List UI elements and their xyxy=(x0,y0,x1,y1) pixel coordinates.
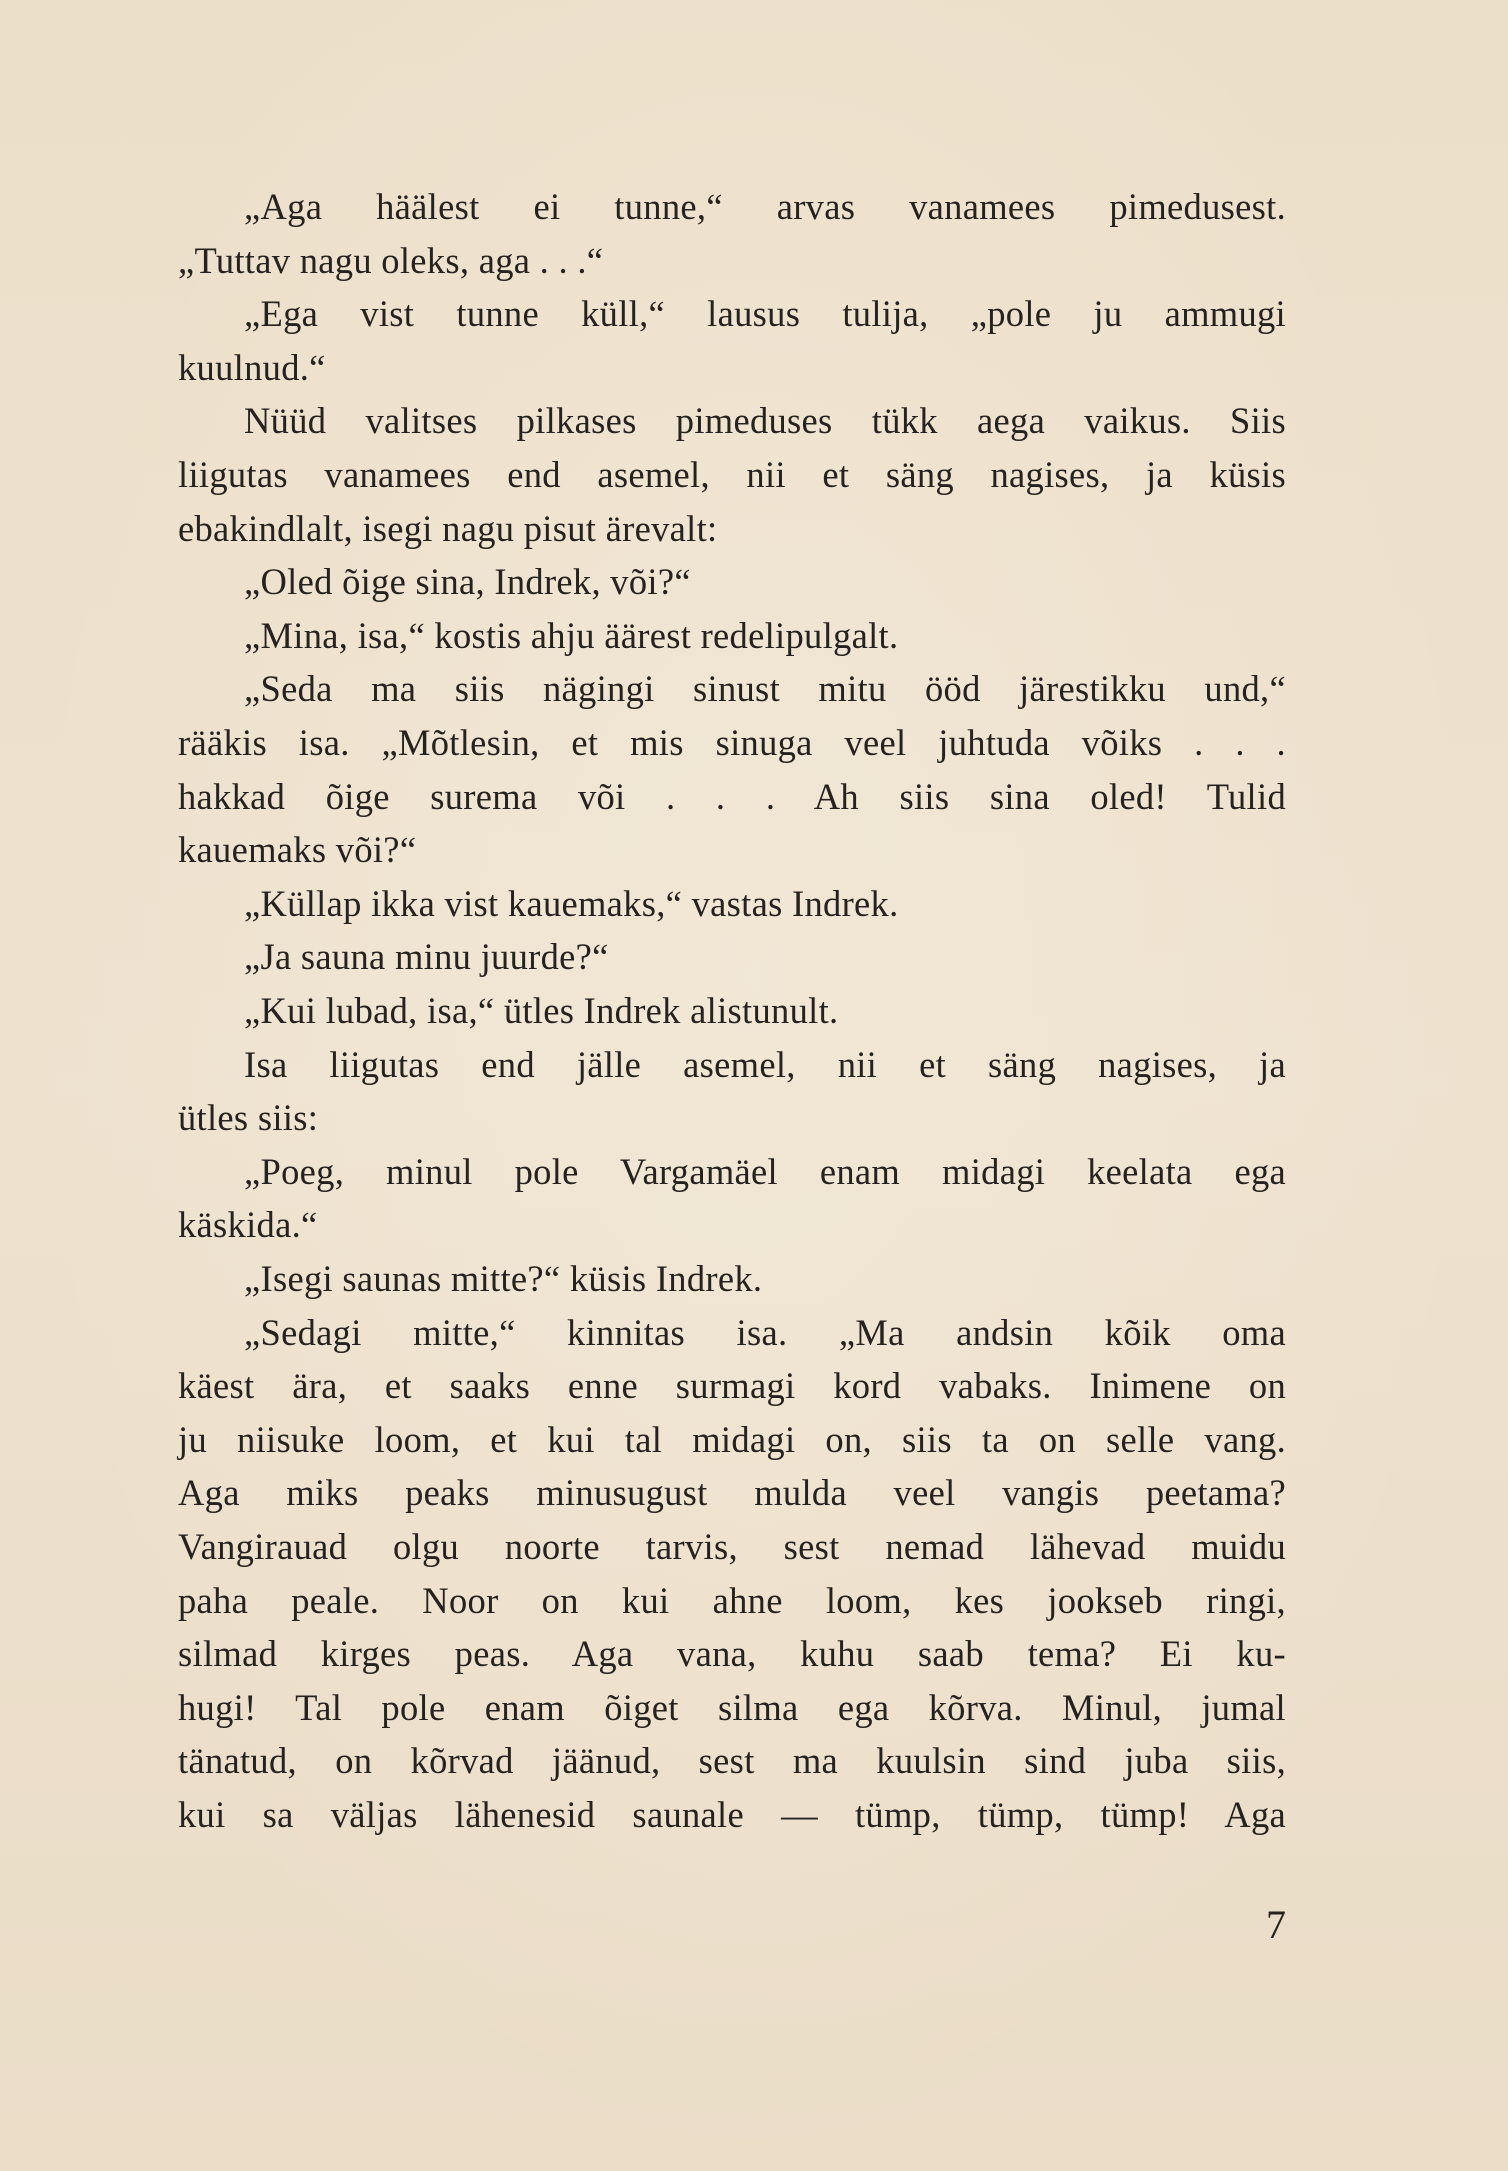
text-line: „Mina, isa,“ kostis ahju äärest redelipulgalt. xyxy=(244,614,899,656)
text-line: „Tuttav nagu oleks, aga . . .“ xyxy=(178,239,604,281)
text-line: ebakindlalt, isegi nagu pisut ärevalt: xyxy=(178,507,718,549)
text-line: Isa liigutas end jälle asemel, nii et säng nagises, ja xyxy=(244,1043,1286,1085)
text-line: ju niisuke loom, et kui tal midagi on, siis ta on selle vang. xyxy=(178,1418,1286,1460)
text-line: hugi! Tal pole enam õiget silma ega kõrva. Minul, jumal xyxy=(178,1686,1286,1728)
text-line: ütles siis: xyxy=(178,1097,319,1139)
text-line: „Ja sauna minu juurde?“ xyxy=(244,936,609,978)
text-line: Nüüd valitses pilkases pimeduses tükk aega vaikus. Siis xyxy=(244,400,1286,442)
text-line: „Küllap ikka vist kauemaks,“ vastas Indrek. xyxy=(244,882,899,924)
text-line: paha peale. Noor on kui ahne loom, kes jookseb ringi, xyxy=(178,1579,1286,1621)
text-line: Aga miks peaks minusugust mulda veel vangis peetama? xyxy=(178,1472,1286,1514)
text-line: rääkis isa. „Mõtlesin, et mis sinuga veel juhtuda võiks . . . xyxy=(178,722,1286,763)
text-line: kauemaks või?“ xyxy=(178,829,417,871)
text-line: „Oled õige sina, Indrek, või?“ xyxy=(244,561,691,603)
text-line: kui sa väljas lähenesid saunale — tümp, tümp, tümp! Aga xyxy=(178,1794,1286,1835)
text-line: „Ega vist tunne küll,“ lausus tulija, „pole ju ammugi xyxy=(244,293,1286,335)
text-line: „Sedagi mitte,“ kinnitas isa. „Ma andsin kõik oma xyxy=(244,1311,1286,1353)
text-line: „Kui lubad, isa,“ ütles Indrek alistunult. xyxy=(244,990,839,1031)
text-line: liigutas vanamees end asemel, nii et säng nagises, ja küsis xyxy=(178,454,1286,495)
text-line: „Aga häälest ei tunne,“ arvas vanamees pimedusest. xyxy=(244,186,1286,227)
text-line: hakkad õige surema või . . . Ah siis sina oled! Tulid xyxy=(178,775,1286,817)
text-line: „Isegi saunas mitte?“ küsis Indrek. xyxy=(244,1258,763,1299)
text-line: silmad kirges peas. Aga vana, kuhu saab tema? Ei ku- xyxy=(178,1633,1286,1675)
text-line: kuulnud.“ xyxy=(178,346,326,388)
text-line: „Poeg, minul pole Vargamäel enam midagi keelata ega xyxy=(244,1150,1286,1192)
text-line: tänatud, on kõrvad jäänud, sest ma kuulsin sind juba siis, xyxy=(178,1740,1286,1782)
text-line: Vangirauad olgu noorte tarvis, sest nemad lähevad muidu xyxy=(178,1526,1286,1567)
page-number: 7 xyxy=(1266,1902,1286,1947)
text-line: „Seda ma siis nägingi sinust mitu ööd järestikku und,“ xyxy=(244,668,1286,710)
text-line: käest ära, et saaks enne surmagi kord vabaks. Inimene on xyxy=(178,1365,1286,1407)
text-line: käskida.“ xyxy=(178,1204,318,1246)
